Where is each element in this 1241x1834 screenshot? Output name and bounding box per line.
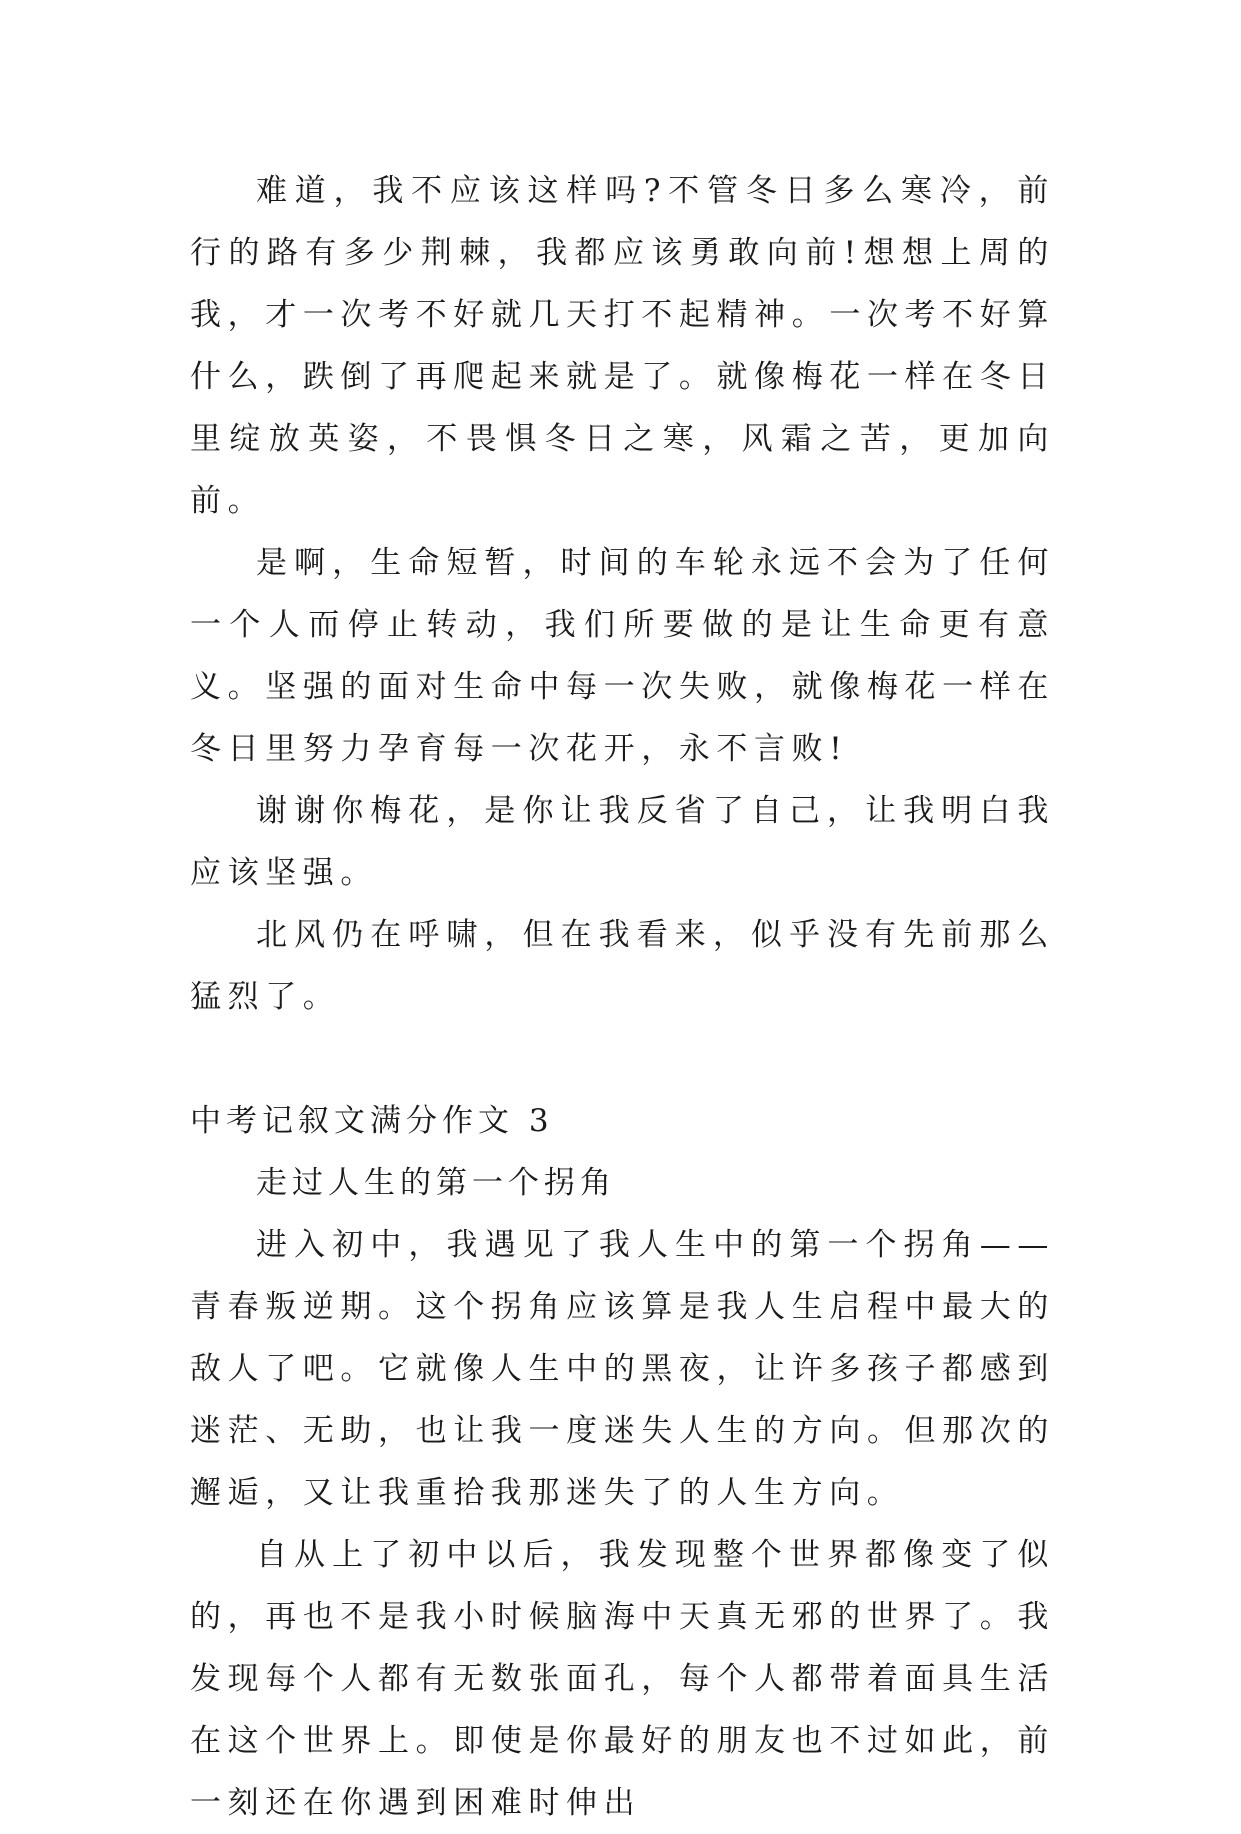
essay-title: 走过人生的第一个拐角 [256, 1165, 616, 1201]
paragraph: 谢谢你梅花，是你让我反省了自己，让我明白我应该坚强。 [190, 793, 1055, 891]
section-spacer [190, 1028, 1055, 1090]
essay-heading: 中考记叙文满分作文 3 [190, 1103, 554, 1139]
essay-section-1 [190, 160, 1055, 1028]
essay-section-2 [190, 1090, 1055, 1834]
paragraph: 北风仍在呼啸，但在我看来，似乎没有先前那么猛烈了。 [190, 917, 1055, 1015]
paragraph: 自从上了初中以后，我发现整个世界都像变了似的，再也不是我小时候脑海中天真无邪的世界了。我发现每个人都有无数张面孔，每个人都带着面具生活在这个世界上。即使是你最好的朋友也不过如此，前一刻还在你遇到困难时伸出 [190, 1537, 1055, 1821]
paragraph: 进入初中，我遇见了我人生中的第一个拐角——青春叛逆期。这个拐角应该算是我人生启程中最大的敌人了吧。它就像人生中的黑夜，让许多孩子都感到迷茫、无助，也让我一度迷失人生的方向。但那次的邂逅，又让我重拾我那迷失了的人生方向。 [190, 1227, 1055, 1511]
paragraph: 难道，我不应该这样吗?不管冬日多么寒冷，前行的路有多少荆棘，我都应该勇敢向前!想想上周的我，才一次考不好就几天打不起精神。一次考不好算什么，跌倒了再爬起来就是了。就像梅花一样在冬日里绽放英姿，不畏惧冬日之寒，风霜之苦，更加向前。 [190, 173, 1055, 519]
paragraph: 是啊，生命短暂，时间的车轮永远不会为了任何一个人而停止转动，我们所要做的是让生命更有意义。坚强的面对生命中每一次失败，就像梅花一样在冬日里努力孕育每一次花开，永不言败! [190, 545, 1055, 767]
document-page [190, 160, 1055, 1834]
